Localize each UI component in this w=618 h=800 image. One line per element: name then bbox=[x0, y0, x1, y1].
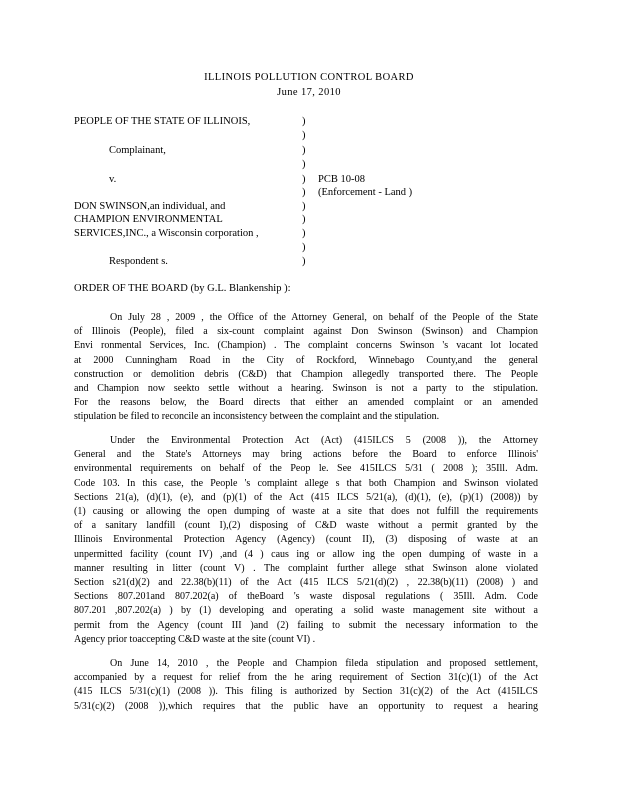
paragraph-line: permit from the Agency (count III )and (2) failing to submit the necessary information to the bbox=[74, 619, 538, 631]
paragraph-line: at 2000 Cunningham Road in the City of Rockford, Winnebago County,and the general bbox=[74, 354, 538, 366]
paragraph-line: On June 14, 2010 , the People and Champion fileda stipulation and proposed settlement, bbox=[110, 658, 538, 669]
paragraph-line: Agency prior toaccepting C&D waste at the site (count VI) . bbox=[74, 633, 316, 645]
paragraph-act bbox=[74, 434, 538, 647]
paragraph-line: of Illinois (People), filed a six-count complaint against Don Swinson (Swinson) and Champion bbox=[74, 326, 538, 338]
agency-title: ILLINOIS POLLUTION CONTROL BOARD bbox=[204, 72, 414, 83]
order-date: June 17, 2010 bbox=[277, 87, 341, 98]
paragraph-line: Sections 21(a), (d)(1), (e), and (p)(1) of the Act (415 ILCS 5/21(a), (d)(1), (e), (p)(1) (2008)) by bbox=[74, 491, 538, 503]
respondent-label: Respondent s. bbox=[109, 256, 168, 267]
paragraph-line: 5/31(c)(2) (2008 )),which requires that the public have an opportunity to request a hearing bbox=[74, 700, 538, 712]
paragraph-line: Section s21(d)(2) and 22.38(b)(11) of the Act (415 ILCS 5/21(d)(2) , 22.38(b)(11) (2008) ) and bbox=[74, 577, 538, 589]
paragraph-line: For the reasons below, the Board directs that either an amended complaint or an amended bbox=[74, 397, 538, 409]
paragraph-line: (415 ILCS 5/31(c)(1) (2008 )). This filing is authorized by Section 31(c)(2) of the Act (415ILCS bbox=[74, 686, 538, 698]
order-heading: ORDER OF THE BOARD (by G.L. Blankenship ): bbox=[74, 283, 291, 294]
document-page: ILLINOIS POLLUTION CONTROL BOARD June 17, 2010 PEOPLE OF THE STATE OF ILLINOIS, Complainant, v. PCB 10-08 (Enforcement - Land ) DON SWINSON,an individual, and CHAMPION ENVIRONMENTAL SERVICES,INC., a Wisconsin corporation , Respondent s. ) ) ) ) ) ) ) ) ) ) ) ORDER OF THE BOARD (by G.L. Blankenship ): On July 28 , 2009 , the Office of the Attorney General, on behalf of the People of the State of Illinois (People), filed a six-count complaint against Don Swinson (Swinson) and Champion Envi ronmental Services, Inc. (Champion) . The complaint concerns Swinson 's vacant lot located at 2000 Cunningham Road in the City of Rockford, Winnebago County,and the general construction or demolition debris (C&D) that Champion allegedly transported there. The People and Champion now seekto settle without a hearing. Swinson is not a party to the stipulation. For the reasons below, the Board directs that either an amended complaint or an amended stipulation be filed to reconcile an inconsistency between the complaint and the stipulation. Under the Environmental Protection Act (Act) (415ILCS 5 (2008 )), the Attorney General and the State's Attorneys may bring actions before the Board to enforce Illinois' environmental requirements on behalf of the Peop le. See 415ILCS 5/31 ( 2008 ); 35Ill. Adm. Code 103. In this case, the People 's complaint allege s that both Champion and Swinson violated Sections 21(a), (d)(1), (e), and (p)(1) of the Act (415 ILCS 5/21(a), (d)(1), (e), (p)(1) (2008)) by (1) causing or allowing the open dumping of waste at a site that does not fulfill the requirements of a sanitary landfill (count I),(2) disposing of C&D waste without a permit granted by the Illinois Environmental Protection Agency (Agency) (count II), (3) disposing of waste at an unpermitted facility (count IV) ,and (4 ) caus ing or allow ing the open dumping of waste in a manner resulting in litter (count V) . The complaint further allege sthat Swinson alone violated Section s21(d)(2) and 22.38(b)(11) of the Act (415 ILCS 5/21(d)(2) , 22.38(b)(11) (2008) ) and Sections 807.201and 807.202(a) of theBoard 's waste disposal regulations ( 35Ill. Adm. Code 807.201 ,807.202(a) ) by (1) developing and operating a solid waste management site without a permit from the Agency (count III )and (2) failing to submit the necessary information to the Agency prior toaccepting C&D waste at the site (count VI) . On June 14, 2010 , the People and Champion fileda stipulation and proposed settlement, accompanied by a request for relief from the he aring requirement of Section 31(c)(1) of the Act (415 ILCS 5/31(c)(1) (2008 )). This filing is authorized by Section 31(c)(2) of the Act (415ILCS 5/31(c)(2) (2008 )),which requires that the public have an opportunity to request a hearing bbox=[0, 0, 618, 800]
versus-label: v. bbox=[109, 174, 117, 185]
paragraph-line: On July 28 , 2009 , the Office of the Attorney General, on behalf of the People of the State bbox=[110, 312, 538, 323]
paragraph-line: manner resulting in litter (count V) . The complaint further allege sthat Swinson alone violated bbox=[74, 562, 538, 574]
paragraph-intro bbox=[74, 311, 538, 425]
paragraph-line: stipulation be filed to reconcile an inconsistency between the complaint and the stipulation. bbox=[74, 411, 440, 423]
plaintiff-name: PEOPLE OF THE STATE OF ILLINOIS, bbox=[74, 116, 251, 127]
paragraph-line: Envi ronmental Services, Inc. (Champion) . The complaint concerns Swinson 's vacant lot located bbox=[74, 340, 538, 352]
defendant-line: CHAMPION ENVIRONMENTAL bbox=[74, 214, 223, 225]
paragraph-line: (1) causing or allowing the open dumping of waste at a site that does not fulfill the requirements bbox=[74, 506, 538, 518]
paragraph-line: Code 103. In this case, the People 's complaint allege s that both Champion and Swinson violated bbox=[74, 477, 538, 489]
case-number: PCB 10-08 bbox=[318, 174, 365, 185]
complainant-label: Complainant, bbox=[109, 145, 166, 156]
paragraph-line: environmental requirements on behalf of the Peop le. See 415ILCS 5/31 ( 2008 ); 35Ill. Adm. bbox=[74, 463, 538, 475]
paragraph-line: General and the State's Attorneys may bring actions before the Board to enforce Illinois' bbox=[74, 449, 538, 461]
paragraph-line: Under the Environmental Protection Act (Act) (415ILCS 5 (2008 )), the Attorney bbox=[110, 435, 538, 446]
paragraph-stipulation bbox=[74, 657, 538, 714]
case-type: (Enforcement - Land ) bbox=[318, 187, 413, 198]
defendant-line: SERVICES,INC., a Wisconsin corporation , bbox=[74, 228, 259, 239]
paragraph-line: of a sanitary landfill (count I),(2) disposing of C&D waste without a permit granted by the bbox=[74, 520, 538, 532]
paragraph-line: and Champion now seekto settle without a hearing. Swinson is not a party to the stipulation. bbox=[74, 383, 538, 395]
paragraph-line: Sections 807.201and 807.202(a) of theBoard 's waste disposal regulations ( 35Ill. Adm. Code bbox=[74, 591, 538, 603]
paragraph-line: construction or demolition debris (C&D) that Champion allegedly transported there. The People bbox=[74, 368, 538, 380]
paragraph-line: 807.201 ,807.202(a) ) by (1) developing and operating a solid waste management site without a bbox=[74, 605, 538, 617]
paragraph-line: Illinois Environmental Protection Agency (Agency) (count II), (3) disposing of waste at an bbox=[74, 534, 538, 546]
paragraph-line: accompanied by a request for relief from the he aring requirement of Section 31(c)(1) of the Act bbox=[74, 672, 538, 684]
paragraph-line: unpermitted facility (count IV) ,and (4 ) caus ing or allow ing the open dumping of waste in a bbox=[74, 548, 538, 560]
defendant-line: DON SWINSON,an individual, and bbox=[74, 201, 226, 212]
